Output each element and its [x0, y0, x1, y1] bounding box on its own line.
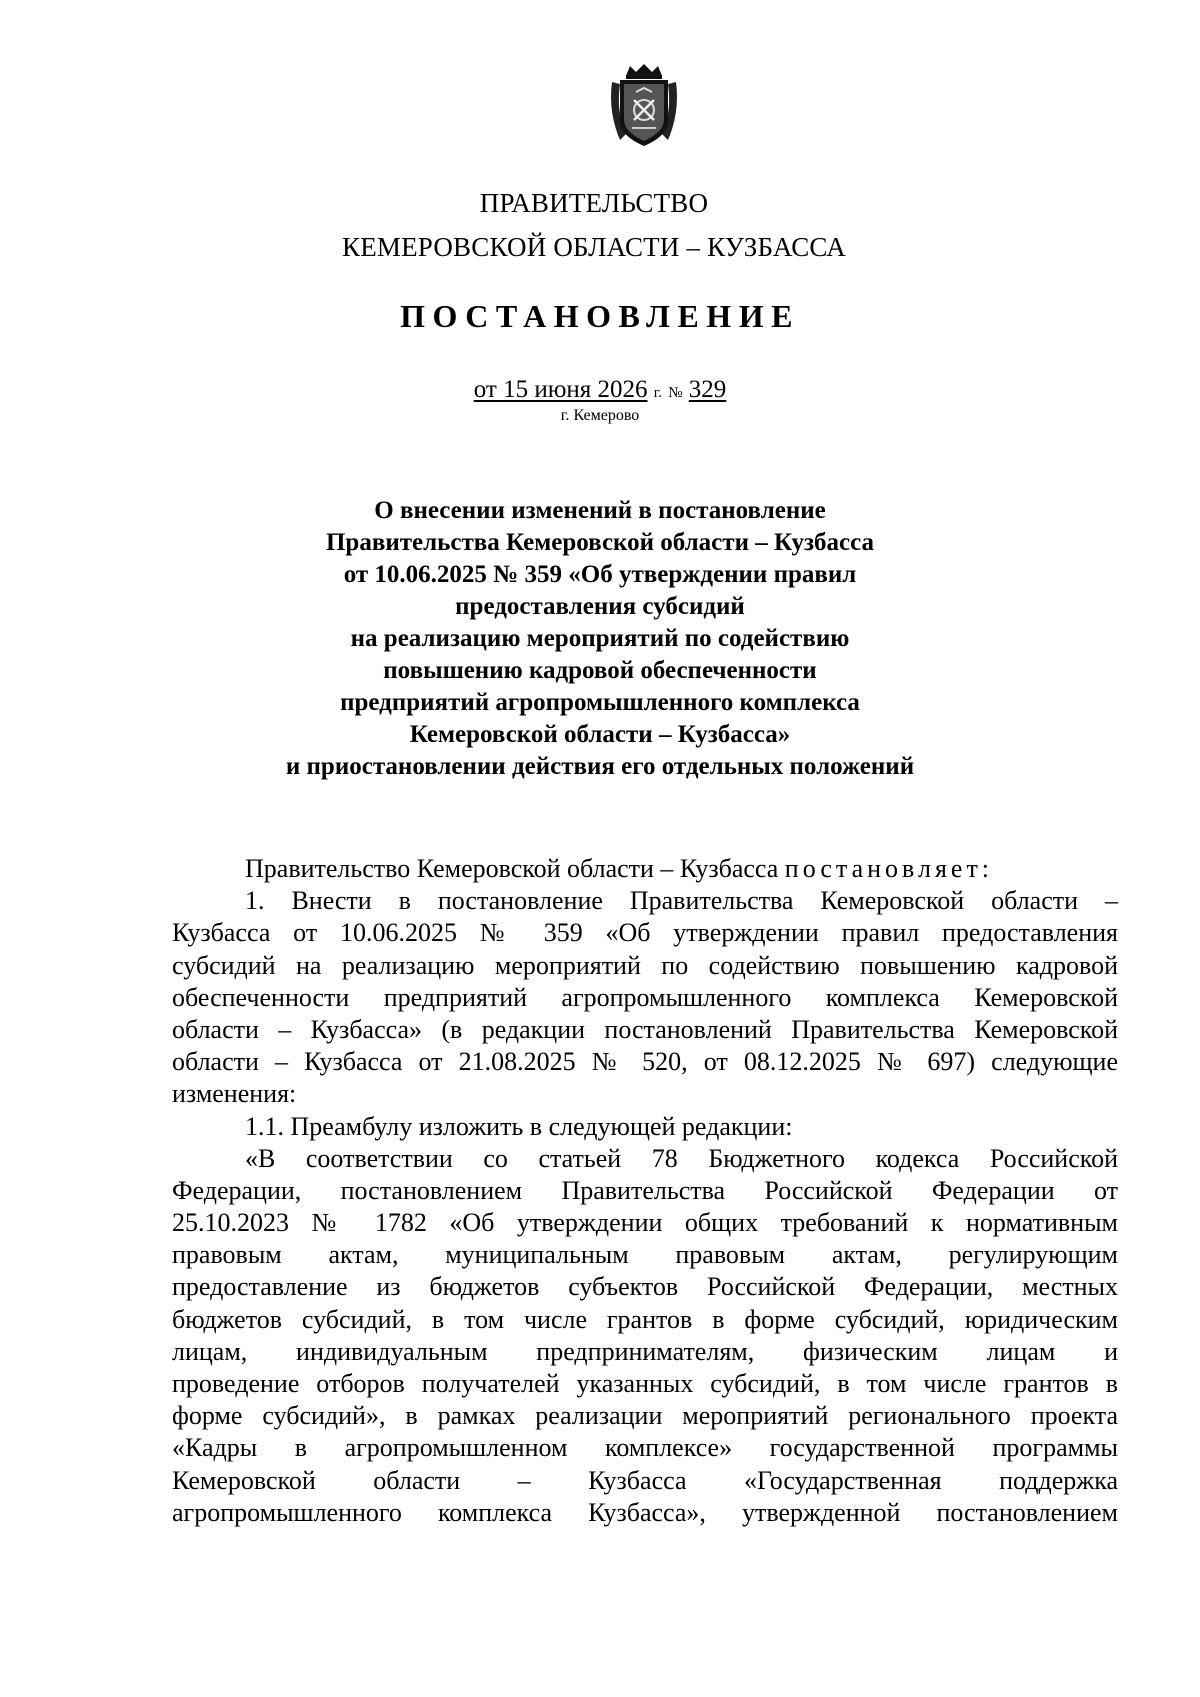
document-type-heading: ПОСТАНОВЛЕНИЕ — [400, 298, 800, 334]
body-line: предоставление из бюджетов субъектов Российской Федерации, местных — [172, 1272, 1118, 1302]
document-title — [0, 495, 1200, 783]
body-line: лицам, индивидуальным предпринимателям, физическим лицам и — [172, 1336, 1118, 1366]
body-line: области – Кузбасса от 21.08.2025 № 520, от 08.12.2025 № 697) следующие — [172, 1047, 1118, 1077]
body-line: «Кадры в агропромышленном комплексе» государственной программы — [172, 1433, 1118, 1463]
body-line: Кузбасса от 10.06.2025 № 359 «Об утверждении правил предоставления — [172, 918, 1118, 948]
date-year-suffix: г. — [653, 385, 662, 401]
preamble-text: Правительство Кемеровской области – Кузбасса — [245, 854, 779, 883]
document-city: г. Кемерово — [560, 407, 640, 424]
body-line: проведение отборов получателей указанных субсидий, в том числе грантов в — [172, 1369, 1118, 1398]
body-line: субсидий на реализацию мероприятий по содействию повышению кадровой — [172, 950, 1118, 980]
title-line: Правительства Кемеровской области – Кузбасса — [325, 529, 875, 556]
preamble-keyword: постановляет: — [784, 854, 994, 883]
body-line: форме субсидий», в рамках реализации мероприятий регионального проекта — [172, 1401, 1118, 1431]
number-sign: № — [668, 385, 683, 401]
body-line: Кемеровской области – Кузбасса «Государственная поддержка — [172, 1465, 1118, 1495]
title-line: предприятий агропромышленного комплекса — [340, 689, 860, 716]
title-line: и приостановлении действия его отдельных положений — [285, 753, 915, 780]
body-line: 25.10.2023 № 1782 «Об утверждении общих требований к нормативным — [172, 1208, 1118, 1238]
body-line: обеспеченности предприятий агропромышленного комплекса Кемеровской — [172, 982, 1118, 1012]
body-line: правовым актам, муниципальным правовым актам, регулирующим — [172, 1240, 1118, 1270]
body-line: бюджетов субсидий, в том числе грантов в форме субсидий, юридическим — [172, 1304, 1118, 1334]
title-line: от 10.06.2025 № 359 «Об утверждении правил — [343, 561, 857, 588]
title-line: повышению кадровой обеспеченности — [383, 657, 817, 684]
government-name-line1: ПРАВИТЕЛЬСТВО — [479, 188, 709, 218]
body-line: области – Кузбасса» (в редакции постановлений Правительства Кемеровской — [172, 1014, 1118, 1044]
body-line: Федерации, постановлением Правительства Российской Федерации от — [172, 1175, 1118, 1205]
document-date: от 15 июня 2026 — [473, 376, 648, 403]
title-line: предоставления субсидий — [455, 593, 745, 620]
body-line: 1.1. Преамбулу изложить в следующей редакции: — [245, 1111, 793, 1141]
preamble-line — [172, 853, 1118, 885]
title-line: на реализацию мероприятий по содействию — [350, 625, 850, 652]
government-name-line2: КЕМЕРОВСКОЙ ОБЛАСТИ – КУЗБАССА — [342, 232, 846, 262]
body-line: агропромышленного комплекса Кузбасса», утвержденной постановлением — [172, 1497, 1118, 1527]
body-line: изменения: — [172, 1079, 297, 1109]
title-line: О внесении изменений в постановление — [374, 497, 826, 524]
body-line: 1. Внести в постановление Правительства Кемеровской области – — [245, 886, 1118, 916]
document-date-number — [0, 374, 1200, 409]
document-number: 329 — [688, 376, 727, 403]
body-line: «В соответствии со статьей 78 Бюджетного кодекса Российской — [245, 1143, 1118, 1173]
title-line: Кемеровской области – Кузбасса» — [409, 721, 791, 748]
coat-of-arms-icon — [606, 62, 682, 150]
document-body — [172, 853, 1118, 1529]
